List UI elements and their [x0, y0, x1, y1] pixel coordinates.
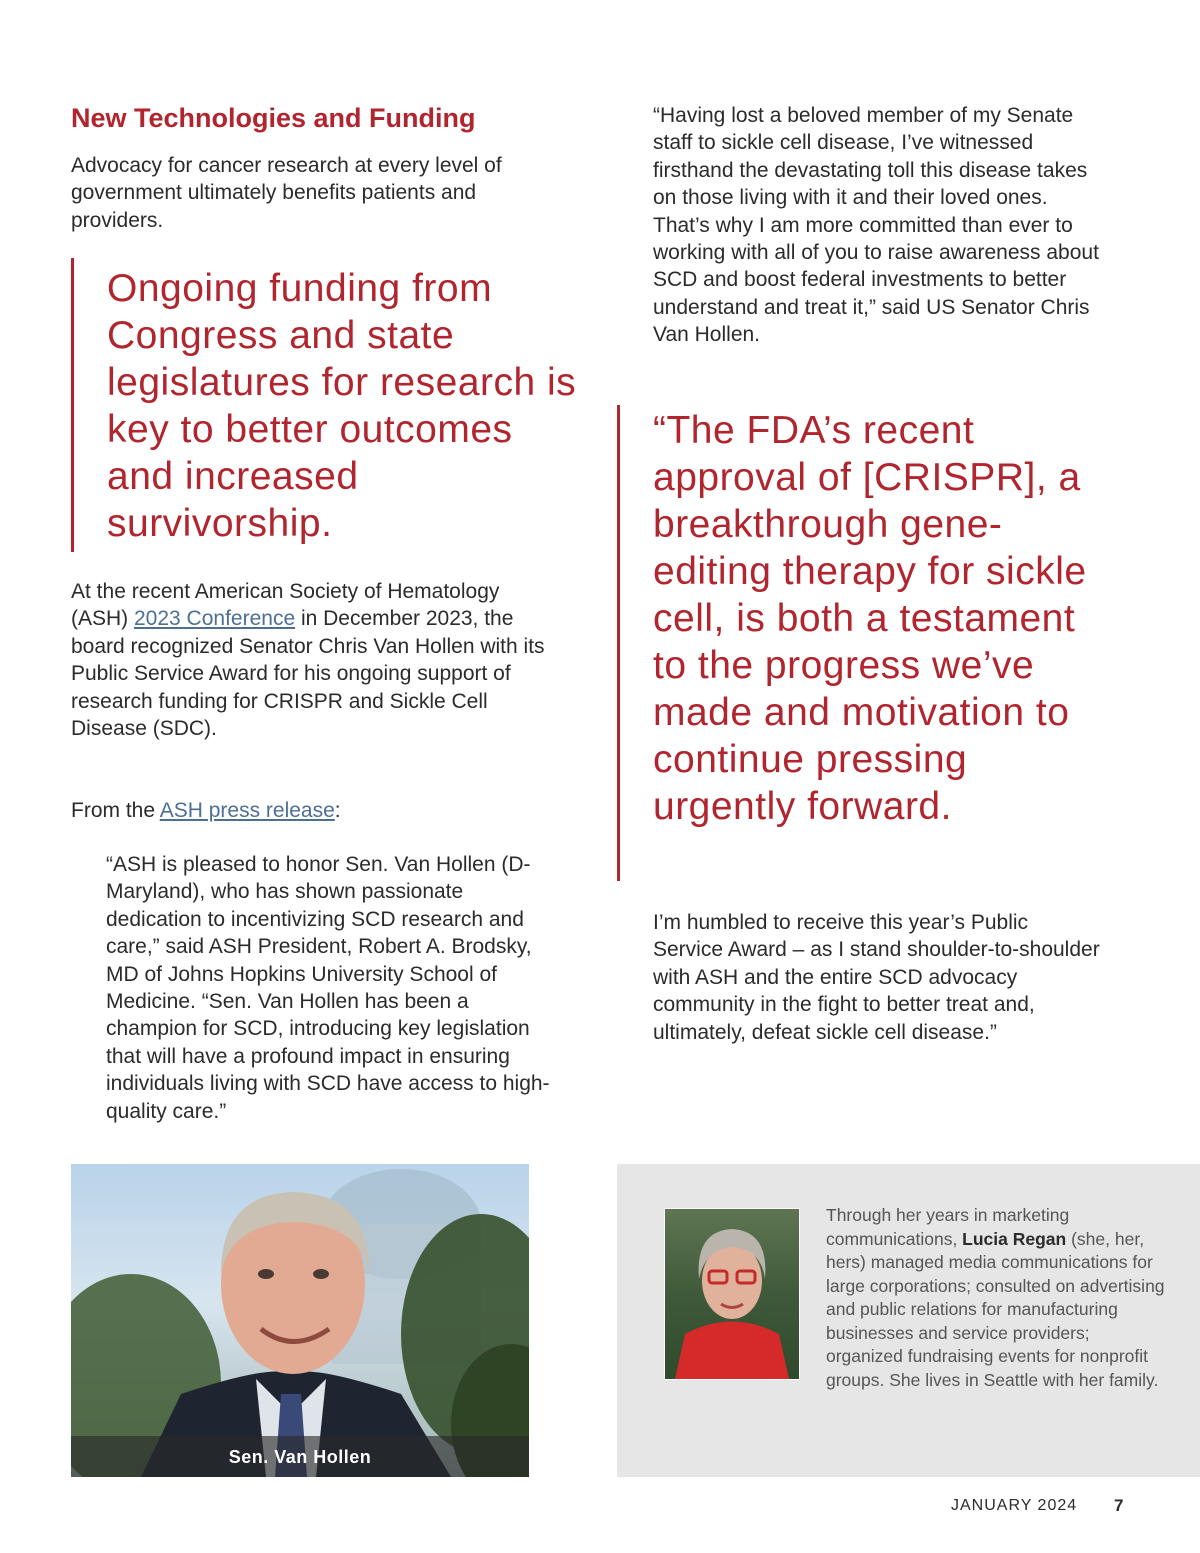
- bio-text-before: Through her years in marketing communications,: [826, 1205, 1070, 1249]
- press-release-paragraph: [71, 797, 561, 824]
- section-heading: New Technologies and Funding: [71, 103, 476, 133]
- senator-quote: “Having lost a beloved member of my Senate staff to sickle cell disease, I’ve witnessed firsthand the devastating toll this disease takes on those living with it and their loved ones. That’s why I am more committed than ever to working with all of you to raise awareness about SCD and boost federal investments to better understand and treat it,” said US Senator Chris Van Hollen.: [653, 104, 1099, 347]
- intro-paragraph: Advocacy for cancer research at every level of government ultimately benefits patients and providers.: [71, 154, 502, 232]
- press-release-link[interactable]: ASH press release: [159, 799, 335, 822]
- conference-text-before: At the recent American Society of Hematology (ASH): [71, 580, 500, 631]
- press-text-after: :: [334, 799, 341, 822]
- pull-quote-left: [71, 258, 577, 552]
- pull-quote-right-text: “The FDA’s recent approval of [CRISPR], a breakthrough gene-editing therapy for sickle cell, is both a testament to the progress we’ve made and motivation to continue pressing urgently forward.: [653, 409, 1087, 828]
- pull-quote-right: [617, 405, 1120, 881]
- author-name: Lucia Regan: [962, 1228, 1067, 1249]
- senator-quote-end: I’m humbled to receive this year’s Public Service Award – as I stand shoulder-to-shoulder with ASH and the entire SCD advocacy community in the fight to better treat and, ultimately, defeat sickle cell disease.”: [653, 911, 1100, 1044]
- senator-portrait-illustration: [71, 1164, 529, 1477]
- pull-quote-left-text: Ongoing funding from Congress and state legislatures for research is key to better outcomes and increased survivorship.: [107, 267, 577, 545]
- footer-date: JANUARY 2024: [951, 1497, 1078, 1514]
- author-bio: [826, 1204, 1166, 1392]
- conference-text-after: in December 2023, the board recognized Senator Chris Van Hollen with its Public Service Award for his ongoing support of research funding for CRISPR and Sickle Cell Disease (SDC).: [71, 607, 545, 741]
- conference-paragraph: [71, 578, 561, 742]
- ash-quote: “ASH is pleased to honor Sen. Van Hollen (D-Maryland), who has shown passionate dedication to incentivizing SCD research and care,” said ASH President, Robert A. Brodsky, MD of Johns Hopkins University School of Medicine. “Sen. Van Hollen has been a champion for SCD, introducing key legislation that will have a profound impact in ensuring individuals living with SCD have access to high-quality care.”: [106, 853, 550, 1123]
- author-bio-box: [617, 1164, 1200, 1477]
- conference-link[interactable]: 2023 Conference: [134, 607, 296, 631]
- author-photo: [664, 1208, 800, 1380]
- senator-photo: [71, 1164, 529, 1477]
- press-text-before: From the: [71, 799, 160, 822]
- bio-text-after: (she, her, hers) managed media communications for large corporations; consulted on advertising and public relations for manufacturing businesses and service providers; organized fundraising events for nonprofit groups. She lives in Seattle with her family.: [826, 1228, 1165, 1390]
- author-portrait-illustration: [665, 1209, 799, 1379]
- page-number: 7: [1114, 1496, 1124, 1515]
- photo-caption: Sen. Van Hollen: [228, 1447, 372, 1467]
